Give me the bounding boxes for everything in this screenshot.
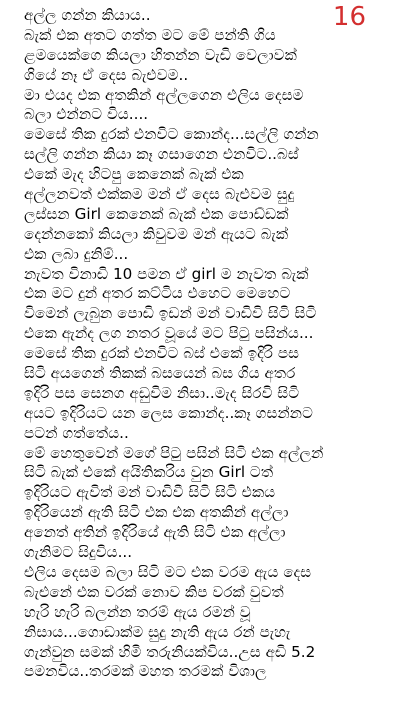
text-line: හැරි හැරි බලන්න තරම් ඇය රමන් වූ — [24, 602, 251, 621]
text-line: බැක් එක අතට ගත්ත මට මේ පන්ති ගිය — [24, 25, 276, 44]
text-line: ගියේ නෑ ඒ දෙස බැළුවම.. — [24, 65, 189, 84]
text-line: අනෙත් අතින් ඉදිරියේ ඇති සිටි එක අල්ලා — [24, 523, 286, 542]
text-line: දෙන්නකෝ කියලා කිවුවම මන් ඇයට බැක් — [24, 224, 289, 243]
text-line: මෙසේ තික දුරක් එනවිට බස් එකේ ඉදිරි පස — [24, 344, 300, 363]
text-line: අයට ඉදිරියට යන ලෙස කොන්ද..කෑ ගසන්නට — [24, 403, 314, 422]
text-line: නැවත විනාඩි 10 පමන ඒ girl ම නැවත බැක් — [24, 264, 309, 283]
text-line: එලිය දෙසම බලා සිටි මට එක වරම ඇය දෙස — [24, 562, 312, 581]
text-line: එකෙ ඇන්ද ලග නතර වූයේ මට පිටු පසින්ය... — [24, 324, 314, 343]
text-line: ඉදිරියෙන් ඇති සිටි එක එක අතකින් අල්ලා — [24, 503, 289, 522]
text-line: පමනවිය..තරමක් මහත තරමක් විශාල — [24, 662, 267, 681]
text-line: ගැන්වුන සමක් හිමි තරුනියක්විය..උස අඩි 5.2 — [24, 642, 316, 661]
text-line: මා එයද එක අතකින් අල්ලගෙන එලිය දෙසම — [24, 85, 304, 104]
story-text — [24, 6, 390, 682]
text-line: විමෙන් ලැබුන පොඩි ඉඩන් මන් වාඩිවි සිටි සිටි — [24, 304, 317, 323]
text-line: ළමයෙක්ගෙ කියලා හිතන්න වැඩි වෙලාවක් — [24, 45, 297, 64]
text-line: අල්ලනවත් එක්කම මන් ඒ දෙස බැළුවම සුදු — [24, 185, 295, 204]
text-line: බලා එන්නට විය.... — [24, 105, 149, 124]
text-line: බැළුනේ එක වරක් නොව කිප වරක් වුවත් — [24, 582, 284, 601]
text-line: මේ හෙතුවෙන් මගේ පිටු පසින් සිටි එක අල්ලන් — [24, 443, 324, 462]
text-line: නිසාය...ගොඩාක්ම සුදු නැති ඇය රන් පැහැ — [24, 622, 291, 641]
text-line: සිටි අයගෙන් තිකක් බසයෙන් බස ගිය අතර — [24, 364, 296, 383]
text-line: එකේ මැද හිටපු කෙනෙක් බැක් එක — [24, 165, 244, 184]
text-line: එක ලබා දුනිම්... — [24, 244, 129, 263]
text-line: සිටි බැක් එකේ අයිතිකරිය වුන Girl ටත් — [24, 463, 274, 482]
text-line: ඉදිරි පස සෙනග අඩුවිම නිසා..මැද සිරවි සිටි — [24, 383, 300, 402]
text-line: සල්ලි ගන්න කියා කෑ ගසාගෙන එනවිට..බස් — [24, 145, 299, 164]
text-line: එක මට දුන් අතර කට්ටිය එහෙට මෙහෙට — [24, 284, 291, 303]
text-line: ලස්සන Girl කෙනෙක් බැක් එක පොඩ්ඩක් — [24, 204, 289, 223]
text-line: අල්ල ගන්න කියාය.. — [24, 6, 151, 24]
text-line: ගැනිමට සිදුවිය... — [24, 543, 133, 562]
text-line: ඉදිරියට ඇවිත් මන් වාඩිවී සිටි සිටි එකය — [24, 483, 276, 502]
text-line: පටන් ගත්තේය.. — [24, 423, 129, 442]
page-number: 16 — [332, 2, 366, 32]
text-line: මෙසේ තික දුරක් එනවිට කොන්ද...සල්ලි ගන්න — [24, 125, 319, 144]
